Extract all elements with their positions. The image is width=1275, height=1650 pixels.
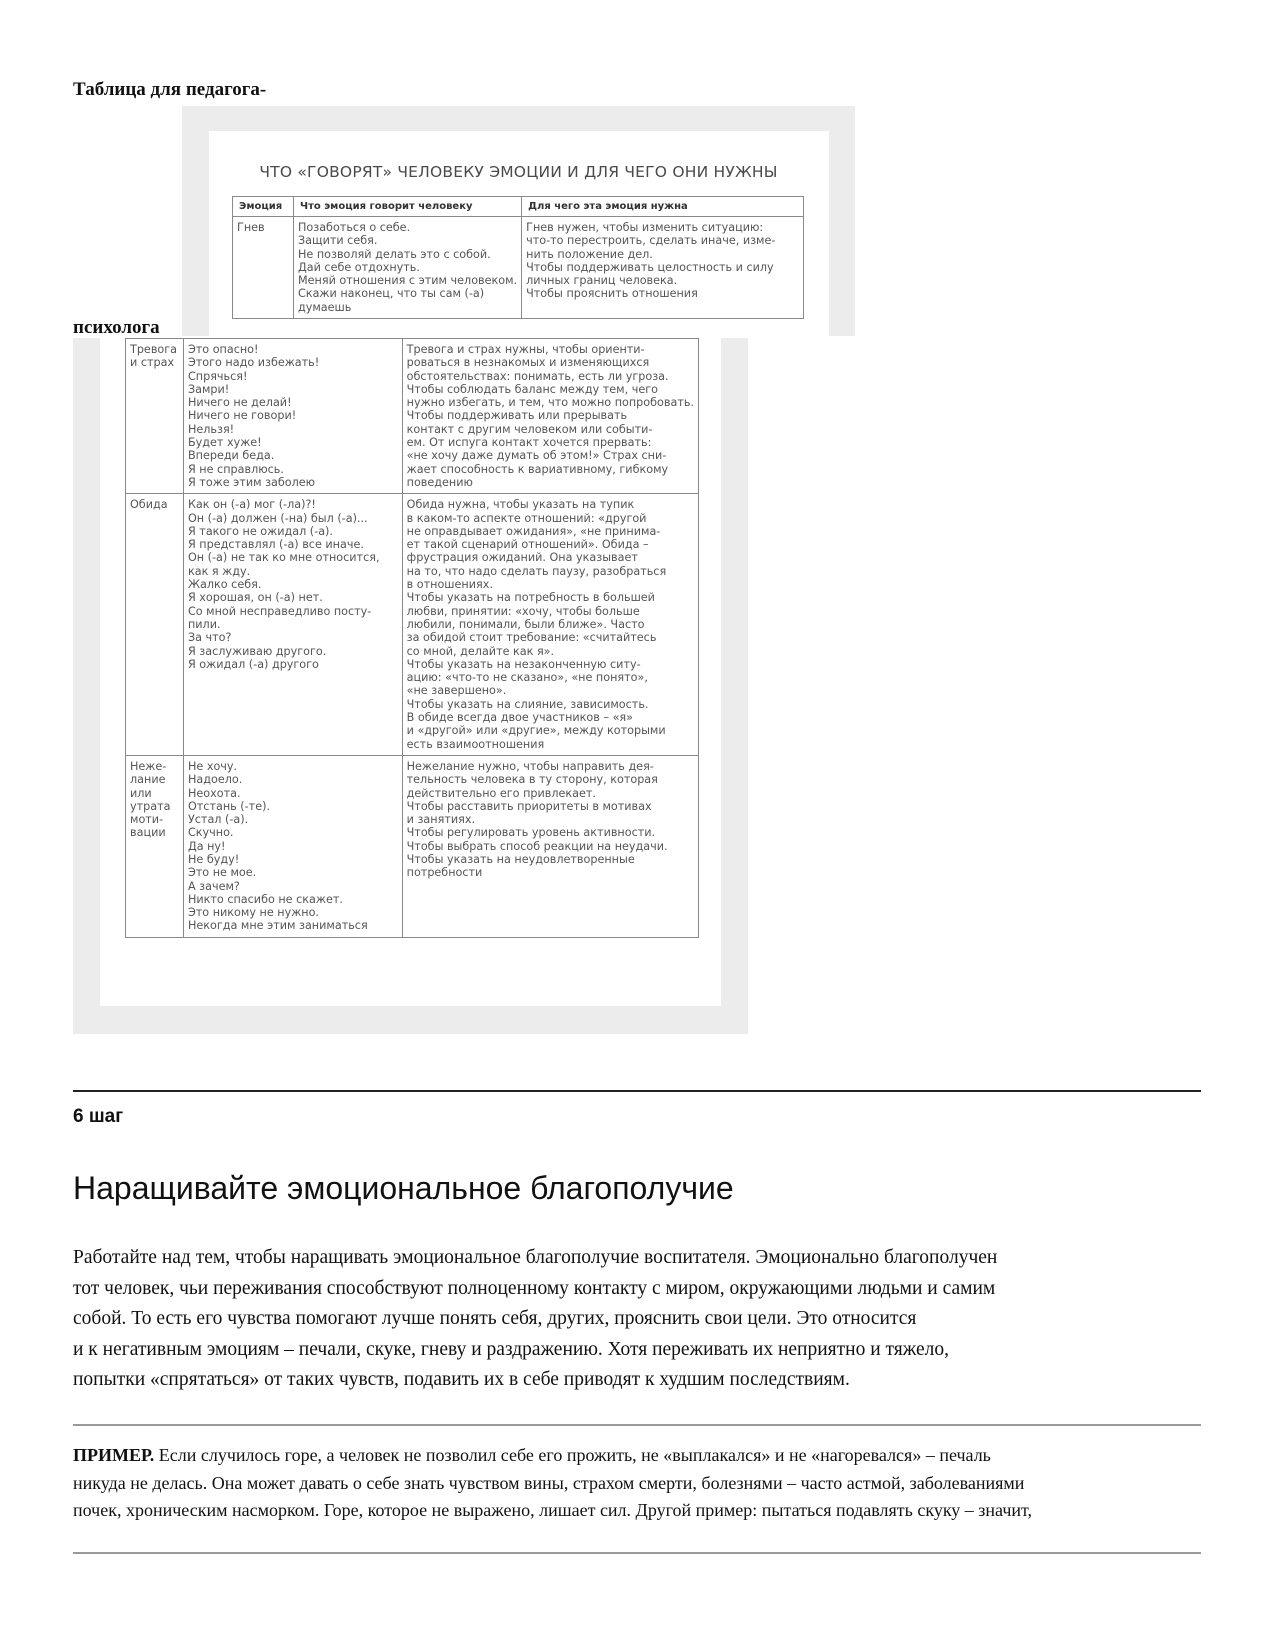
step-label: 6 шаг [73, 1106, 124, 1127]
example-label: ПРИМЕР. [73, 1445, 155, 1465]
scan-image-top [182, 106, 855, 336]
table-caption-part1: Таблица для педагога- [73, 79, 267, 100]
emotion-table-bottom [125, 338, 699, 938]
body-paragraph: Работайте над тем, чтобы наращивать эмоциональное благополучие воспитателя. Эмоционально благополучен тот человек, чьи переживания способствуют полноценному контакту с миром, окружающими людьми и самим собой. То есть его чувства помогают лучше понять себя, других, прояснить свои цели. Это относится и к негативным эмоциям – печали, скуке, гневу и раздражению. Хотя переживать их неприятно и тяжело, попытки «спрятаться» от таких чувств, подавить их в себе приводят к худшим последствиям. [73, 1247, 998, 1390]
purpose-cell: Гнев нужен, чтобы изменить ситуацию: что-то перестроить, сделать иначе, изме- нить положение дел. Чтобы поддерживать целостность и силу личных границ человека. Чтобы прояснить отношения [522, 217, 804, 319]
scan-title: ЧТО «ГОВОРЯТ» ЧЕЛОВЕКУ ЭМОЦИИ И ДЛЯ ЧЕГО ОНИ НУЖНЫ [259, 163, 778, 181]
table-caption-part2: психолога [73, 317, 160, 338]
emotion-table-top [232, 196, 804, 319]
section-title: Наращивайте эмоциональное благополучие [73, 1170, 734, 1206]
example-top-rule [73, 1424, 1201, 1426]
emotion-cell: Гнев [233, 217, 294, 319]
says-cell: Не хочу. Надоело. Неохота. Отстань (-те). Устал (-а). Скучно. Да ну! Не буду! Это не мое. А зачем? Никто спасибо не скажет. Это никому не нужно. Некогда мне этим заниматься [183, 755, 402, 937]
emotion-cell: Обида [126, 494, 184, 756]
header-says: Что эмоция говорит человеку [294, 197, 522, 217]
purpose-cell: Тревога и страх нужны, чтобы ориенти- роваться в незнакомых и изменяющихся обстоятельствах: понимать, есть ли угроза. Чтобы соблюдать баланс между тем, чего нужно избегать, и тем, что можно попробовать. Чтобы поддерживать или прерывать контакт с другим человеком или событи- ем. От испуга контакт хочется прервать: «не хочу даже думать об этом!» Страх сни- жает способность к вариативному, гибкому поведению [402, 339, 698, 494]
says-cell: Позаботься о себе. Защити себя. Не позволяй делать это с собой. Дай себе отдохнуть. Меняй отношения с этим человеком. Скажи наконец, что ты сам (-а) думаешь [294, 217, 522, 319]
says-cell: Это опасно! Этого надо избежать! Спрячься! Замри! Ничего не делай! Ничего не говори! Нельзя! Будет хуже! Впереди беда. Я не справлюсь. Я тоже этим заболею [183, 339, 402, 494]
emotion-cell: Тревога и страх [126, 339, 184, 494]
table-header-row [233, 197, 804, 217]
header-emotion: Эмоция [233, 197, 294, 217]
example-block: ПРИМЕР. Если случилось горе, а человек не позволил себе его прожить, не «выплакался» и не «нагоревался» – печаль никуда не делась. Она может давать о себе знать чувством вины, страхом смерти, болезнями – часто астмой, заболеваниями почек, хроническим насморком. Горе, которое не выражено, лишает сил. Другой пример: пытаться подавлять скуку – значит, [73, 1445, 1033, 1520]
says-cell: Как он (-а) мог (-ла)?! Он (-а) должен (-на) был (-а)... Я такого не ожидал (-а). Я представлял (-а) все иначе. Он (-а) не так ко мне относится, как я жду. Жалко себя. Я хорошая, он (-а) нет. Со мной несправедливо посту- пили. За что? Я заслуживаю другого. Я ожидал (-а) другого [183, 494, 402, 756]
section-divider [73, 1090, 1201, 1092]
example-text: Если случилось горе, а человек не позволил себе его прожить, не «выплакался» и не «нагоревался» – печаль [154, 1445, 991, 1465]
table-row [126, 339, 699, 494]
example-bottom-rule [73, 1552, 1201, 1554]
scan-image-bottom [73, 338, 748, 1034]
table-row [126, 755, 699, 937]
emotion-cell: Неже- лание или утрата моти- вации [126, 755, 184, 937]
purpose-cell: Нежелание нужно, чтобы направить дея- тельность человека в ту сторону, которая действительно его привлекает. Чтобы расставить приоритеты в мотивах и занятиях. Чтобы регулировать уровень активности. Чтобы выбрать способ реакции на неудачи. Чтобы указать на неудовлетворенные потребности [402, 755, 698, 937]
header-purpose: Для чего эта эмоция нужна [522, 197, 804, 217]
purpose-cell: Обида нужна, чтобы указать на тупик в каком-то аспекте отношений: «другой не оправдывает ожидания», «не принима- ет такой сценарий отношений». Обида – фрустрация ожиданий. Она указывает на то, что надо сделать паузу, разобраться в отношениях. Чтобы указать на потребность в большей любви, принятии: «хочу, чтобы больше любили, понимали, были ближе». Часто за обидой стоит требование: «считайтесь со мной, делайте как я». Чтобы указать на незаконченную ситу- ацию: «что-то не сказано», «не понято», «не завершено». Чтобы указать на слияние, зависимость. В обиде всегда двое участников – «я» и «другой» или «другие», между которыми есть взаимоотношения [402, 494, 698, 756]
table-row [126, 494, 699, 756]
table-row [233, 217, 804, 319]
